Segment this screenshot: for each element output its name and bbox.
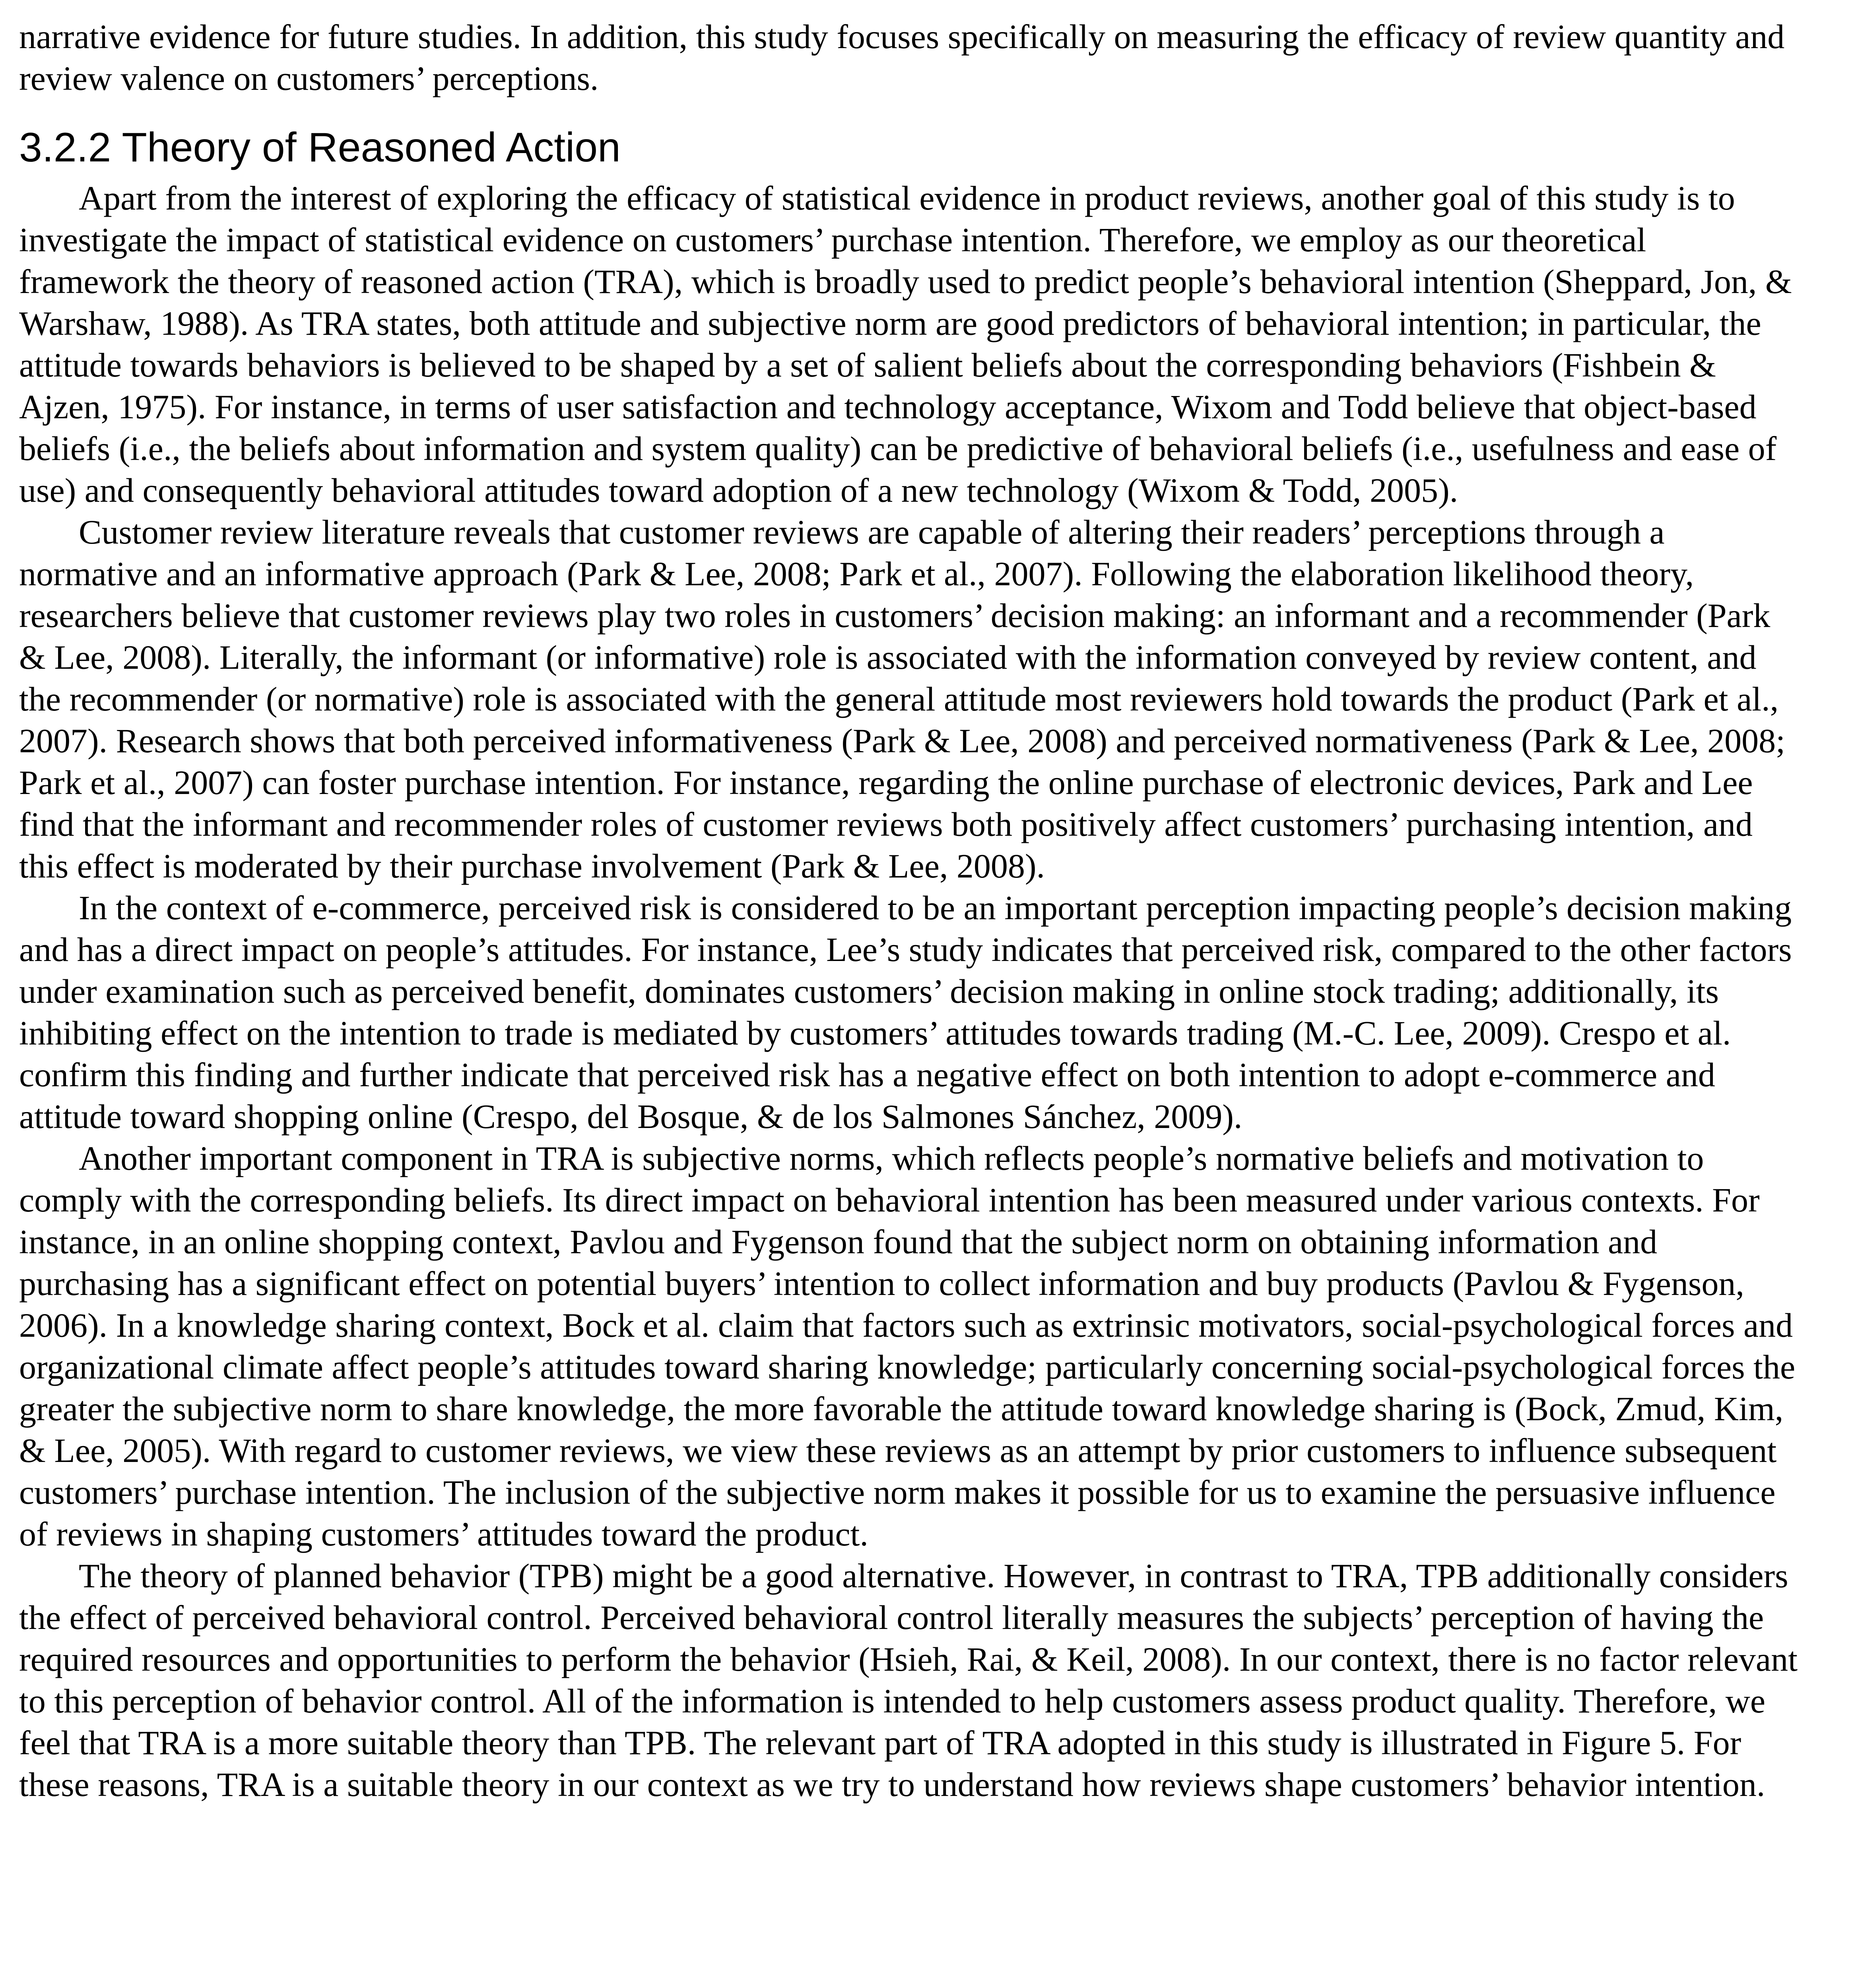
section-heading: 3.2.2 Theory of Reasoned Action xyxy=(19,124,621,171)
intro-paragraph: narrative evidence for future studies. In addition, this study focuses specifically on measuring the efficacy of review quantity and review valence on customers’ perceptions. xyxy=(19,17,1785,97)
paragraph-tra-framework: Apart from the interest of exploring the efficacy of statistical evidence in product reviews, another goal of this study is to investigate the impact of statistical evidence on customers’ purchase intention. Therefore, we employ as our theoretical framework the theory of reasoned action (TRA), which is broadly used to predict people’s behavioral intention (Sheppard, Jon, & Warshaw, 1988). As TRA states, both attitude and subjective norm are good predictors of behavioral intention; in particular, the attitude towards behaviors is believed to be shaped by a set of salient beliefs about the corresponding behaviors (Fishbein & Ajzen, 1975). For instance, in terms of user satisfaction and technology acceptance, Wixom and Todd believe that object-based beliefs (i.e., the beliefs about information and system quality) can be predictive of behavioral beliefs (i.e., usefulness and ease of use) and consequently behavioral attitudes toward adoption of a new technology (Wixom & Todd, 2005). xyxy=(19,179,1792,509)
paragraph-perceived-risk: In the context of e-commerce, perceived risk is considered to be an important perception impacting people’s decision making and has a direct impact on people’s attitudes. For instance, Lee’s study indicates that perceived risk, compared to the other factors under examination such as perceived benefit, dominates customers’ decision making in online stock trading; additionally, its inhibiting effect on the intention to trade is mediated by customers’ attitudes towards trading (M.-C. Lee, 2009). Crespo et al. confirm this finding and further indicate that perceived risk has a negative effect on both intention to adopt e-commerce and attitude toward shopping online (Crespo, del Bosque, & de los Salmones Sánchez, 2009). xyxy=(19,889,1792,1136)
paragraph-customer-review-literature: Customer review literature reveals that customer reviews are capable of altering their readers’ perceptions through a normative and an informative approach (Park & Lee, 2008; Park et al., 2007). Following the elaboration likelihood theory, researchers believe that customer reviews play two roles in customers’ decision making: an informant and a recommender (Park & Lee, 2008). Literally, the informant (or informative) role is associated with the information conveyed by review content, and the recommender (or normative) role is associated with the general attitude most reviewers hold towards the product (Park et al., 2007). Research shows that both perceived informativeness (Park & Lee, 2008) and perceived normativeness (Park & Lee, 2008; Park et al., 2007) can foster purchase intention. For instance, regarding the online purchase of electronic devices, Park and Lee find that the informant and recommender roles of customer reviews both positively affect customers’ purchasing intention, and this effect is moderated by their purchase involvement (Park & Lee, 2008). xyxy=(19,513,1785,885)
document-page xyxy=(19,16,1804,1806)
paragraph-subjective-norms: Another important component in TRA is subjective norms, which reflects people’s normative beliefs and motivation to comply with the corresponding beliefs. Its direct impact on behavioral intention has been measured under various contexts. For instance, in an online shopping context, Pavlou and Fygenson found that the subject norm on obtaining information and purchasing has a significant effect on potential buyers’ intention to collect information and buy products (Pavlou & Fygenson, 2006). In a knowledge sharing context, Bock et al. claim that factors such as extrinsic motivators, social-psychological forces and organizational climate affect people’s attitudes toward sharing knowledge; particularly concerning social-psychological forces the greater the subjective norm to share knowledge, the more favorable the attitude toward knowledge sharing is (Bock, Zmud, Kim, & Lee, 2005). With regard to customer reviews, we view these reviews as an attempt by prior customers to influence subsequent customers’ purchase intention. The inclusion of the subjective norm makes it possible for us to examine the persuasive influence of reviews in shaping customers’ attitudes toward the product. xyxy=(19,1139,1796,1553)
paragraph-planned-behavior: The theory of planned behavior (TPB) might be a good alternative. However, in contrast to TRA, TPB additionally considers the effect of perceived behavioral control. Perceived behavioral control literally measures the subjects’ perception of having the required resources and opportunities to perform the behavior (Hsieh, Rai, & Keil, 2008). In our context, there is no factor relevant to this perception of behavior control. All of the information is intended to help customers assess product quality. Therefore, we feel that TRA is a more suitable theory than TPB. The relevant part of TRA adopted in this study is illustrated in Figure 5. For these reasons, TRA is a suitable theory in our context as we try to understand how reviews shape customers’ behavior intention. xyxy=(19,1557,1798,1804)
